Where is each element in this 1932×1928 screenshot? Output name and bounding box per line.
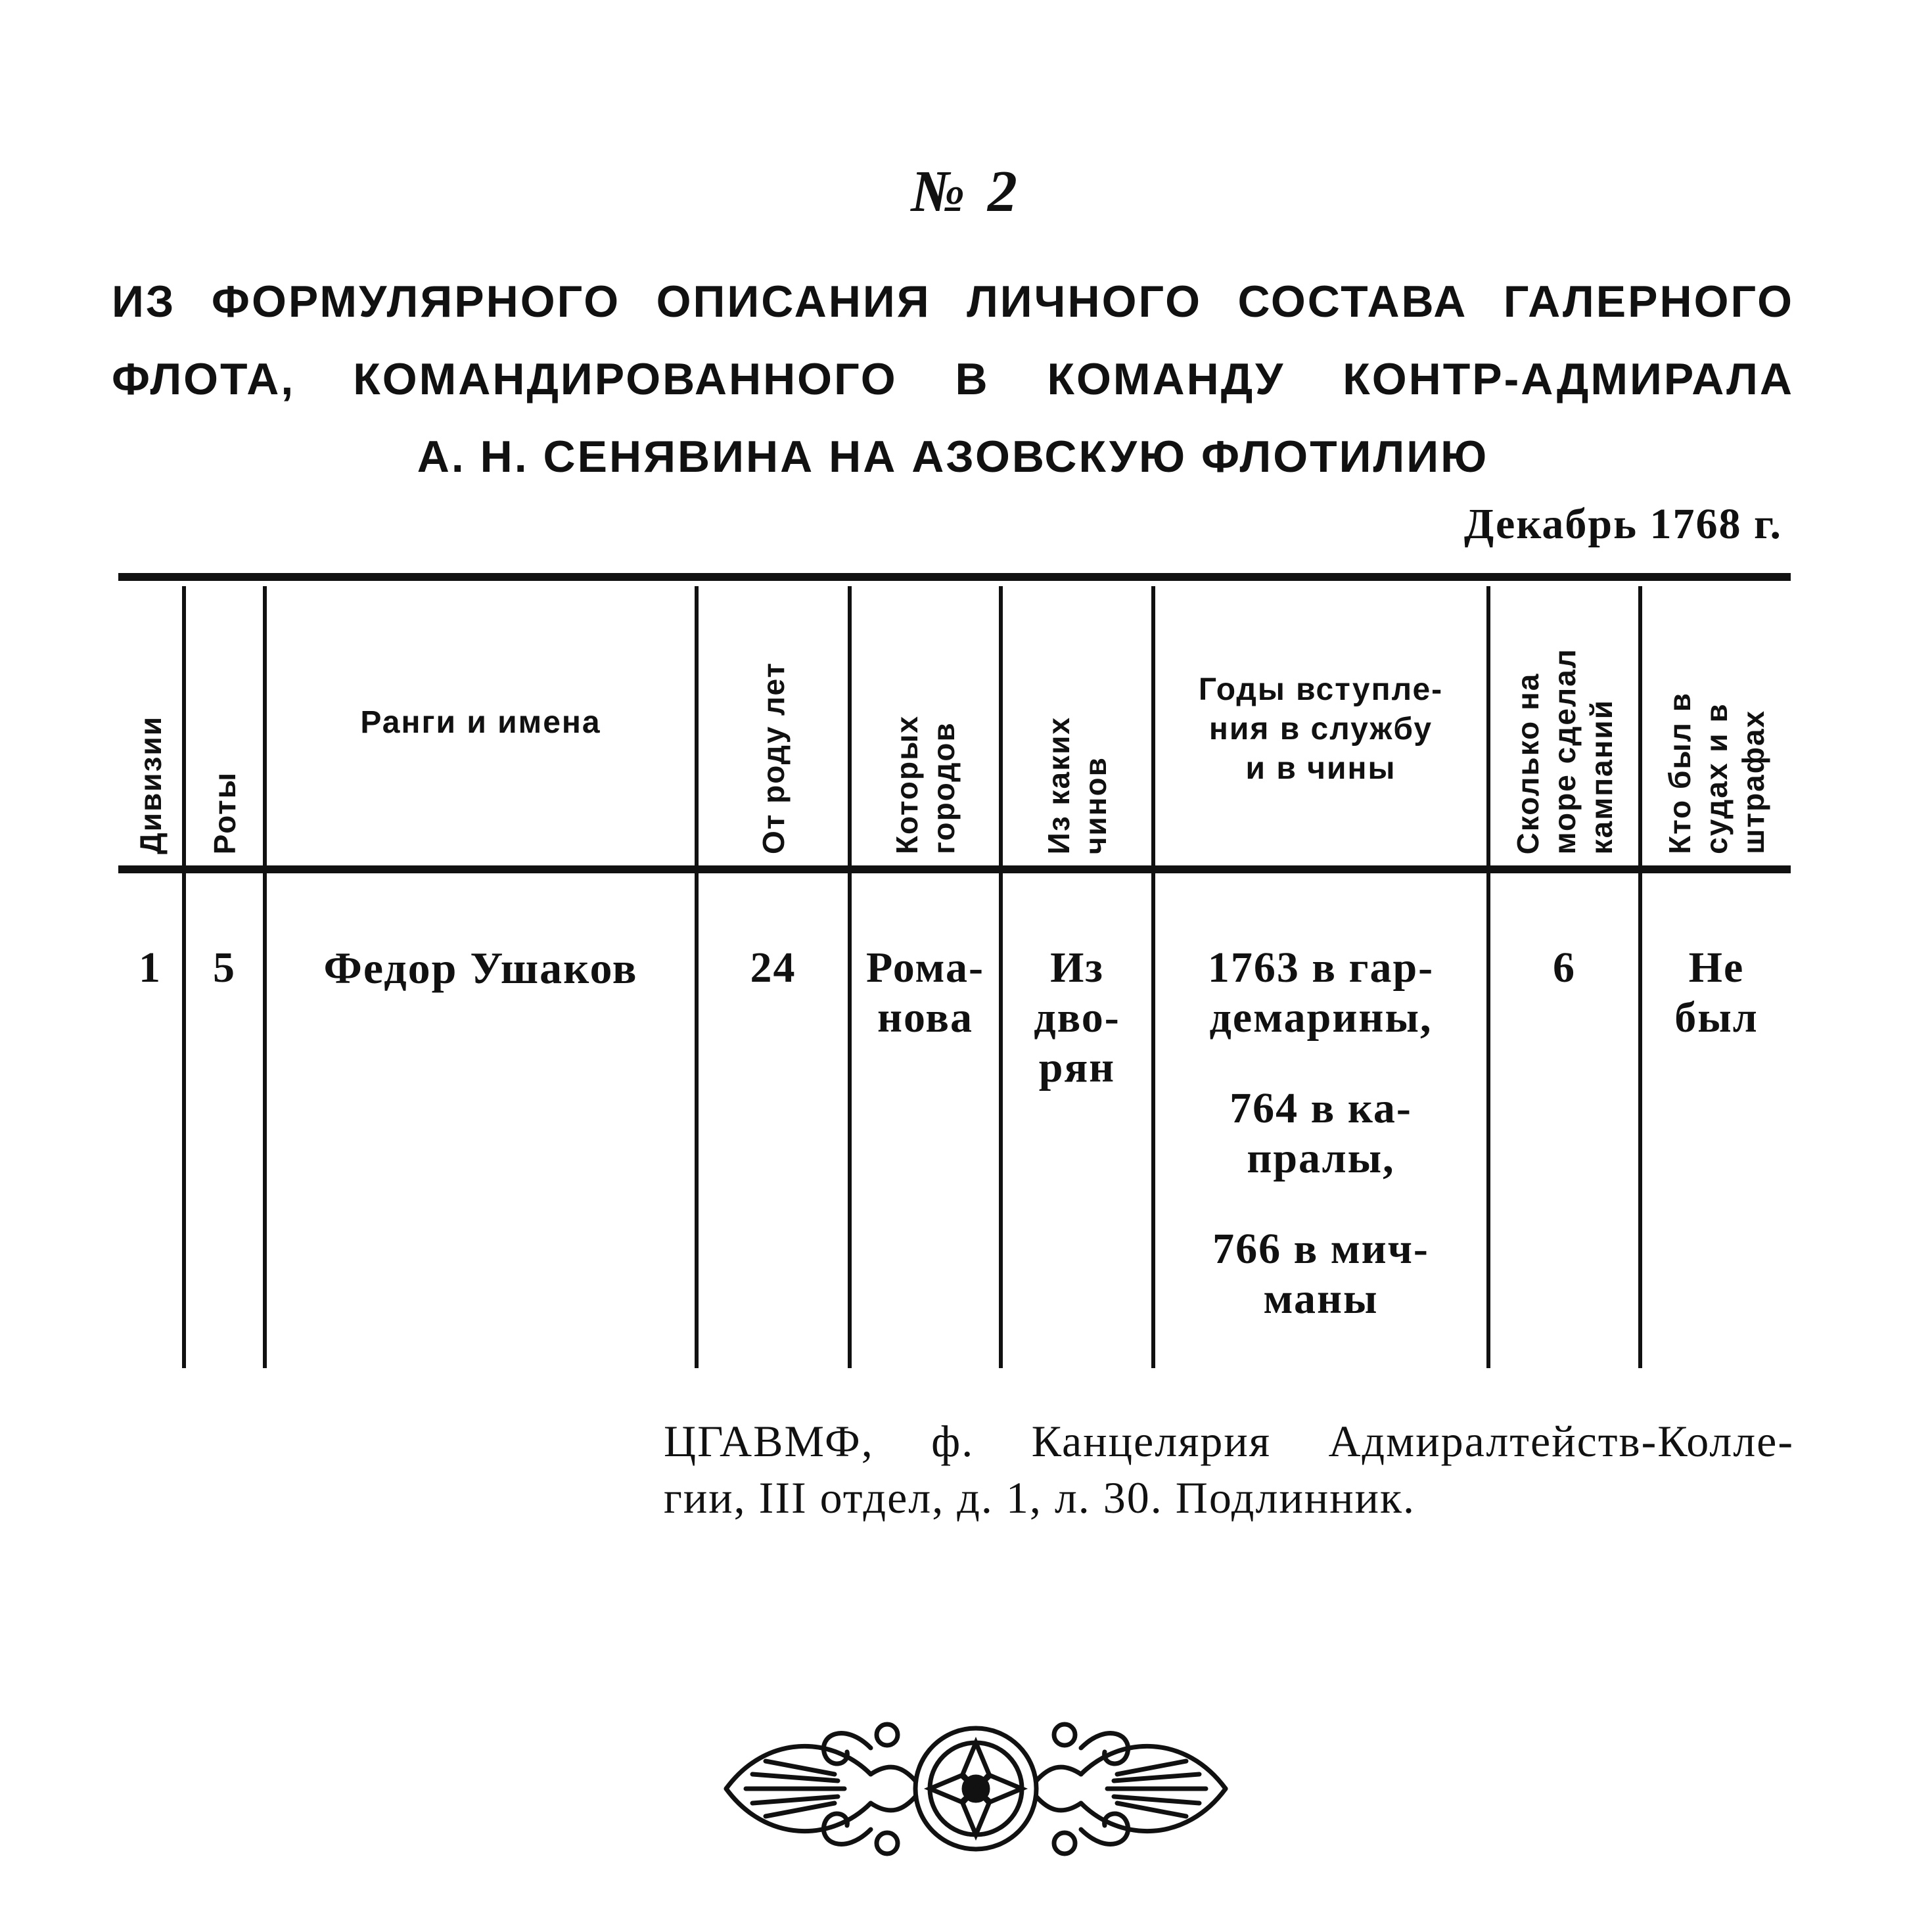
header-from-ranks-text: Из каких чинов [1042,716,1113,854]
cell-city-line-1: Рома- [866,944,984,992]
cell-origin-line-2: дво- [1034,994,1120,1042]
header-age-text: От роду лет [756,662,791,854]
cell-age: 24 [750,944,796,992]
header-campaigns [1490,591,1638,854]
header-years [1155,670,1486,789]
cell-division: 1 [139,944,162,992]
cell-service-2-line-2: пралы, [1247,1134,1395,1182]
cell-court [1642,943,1791,1043]
title-line-3: А. Н. СЕНЯВИНА НА АЗОВСКУЮ ФЛОТИЛИЮ [417,432,1489,482]
header-from-ranks [1003,591,1151,854]
cell-company-wrap [186,943,263,993]
header-years-line-2: ния в службу [1208,712,1433,746]
header-ranks-names [267,703,695,743]
cell-name-wrap [267,943,695,993]
cell-court-line-2: был [1674,994,1759,1042]
cell-name: Федор Ушаков [323,943,638,993]
cell-campaigns-wrap [1490,943,1638,993]
cell-service [1155,943,1486,1324]
document-date: Декабрь 1768 г. [1463,500,1782,548]
cell-service-1-line-1: 1763 в гар- [1207,944,1435,992]
cell-court-line-1: Не [1688,944,1745,992]
source-citation [664,1413,1794,1526]
header-court [1642,591,1791,854]
header-campaigns-text: Сколько на море сделал кампаний [1510,647,1619,854]
document-number: № 2 [911,159,1021,224]
header-cities [852,591,999,854]
cell-campaigns: 6 [1553,944,1576,992]
ornament-icon [706,1709,1245,1870]
cell-origin-line-3: рян [1038,1044,1116,1091]
header-division-text: Дивизии [133,715,168,854]
source-line-2: гии, III отдел, д. 1, л. 30. Подлинник. [664,1473,1416,1523]
cell-service-2-line-1: 764 в ка- [1230,1084,1412,1132]
header-division [118,591,182,854]
header-court-text: Кто был в судах и в штрафах [1663,692,1770,854]
table-header-rule [118,865,1791,873]
table-row [118,943,182,993]
cell-age-wrap [699,943,848,993]
header-ranks-names-text: Ранги и имена [360,705,601,740]
header-company-text: Роты [207,771,242,854]
table-top-rule [118,573,1791,581]
title-line-1: ИЗ ФОРМУЛЯРНОГО ОПИСАНИЯ ЛИЧНОГО СОСТАВА ГАЛЕРНОГО [112,277,1794,327]
header-age [699,591,848,854]
header-cities-text: Которых городов [890,714,961,854]
cell-service-1-line-2: демарины, [1209,994,1433,1042]
cell-origin [1003,943,1151,1093]
cell-company: 5 [213,944,236,992]
header-years-line-1: Годы вступле- [1198,672,1444,707]
document-title [112,263,1794,495]
cell-service-3-line-2: маны [1263,1275,1379,1323]
cell-service-3-line-1: 766 в мич- [1212,1225,1429,1273]
source-line-1: ЦГАВМФ, ф. Канцелярия Адмиралтейств-Колле- [664,1416,1794,1466]
title-line-2: ФЛОТА, КОМАНДИРОВАННОГО В КОМАНДУ КОНТР-АДМИРАЛА [112,354,1794,404]
cell-origin-line-1: Из [1050,944,1104,992]
header-years-line-3: и в чины [1245,751,1396,786]
cell-city-line-2: нова [877,994,974,1042]
header-company [186,591,263,854]
cell-city [852,943,999,1043]
